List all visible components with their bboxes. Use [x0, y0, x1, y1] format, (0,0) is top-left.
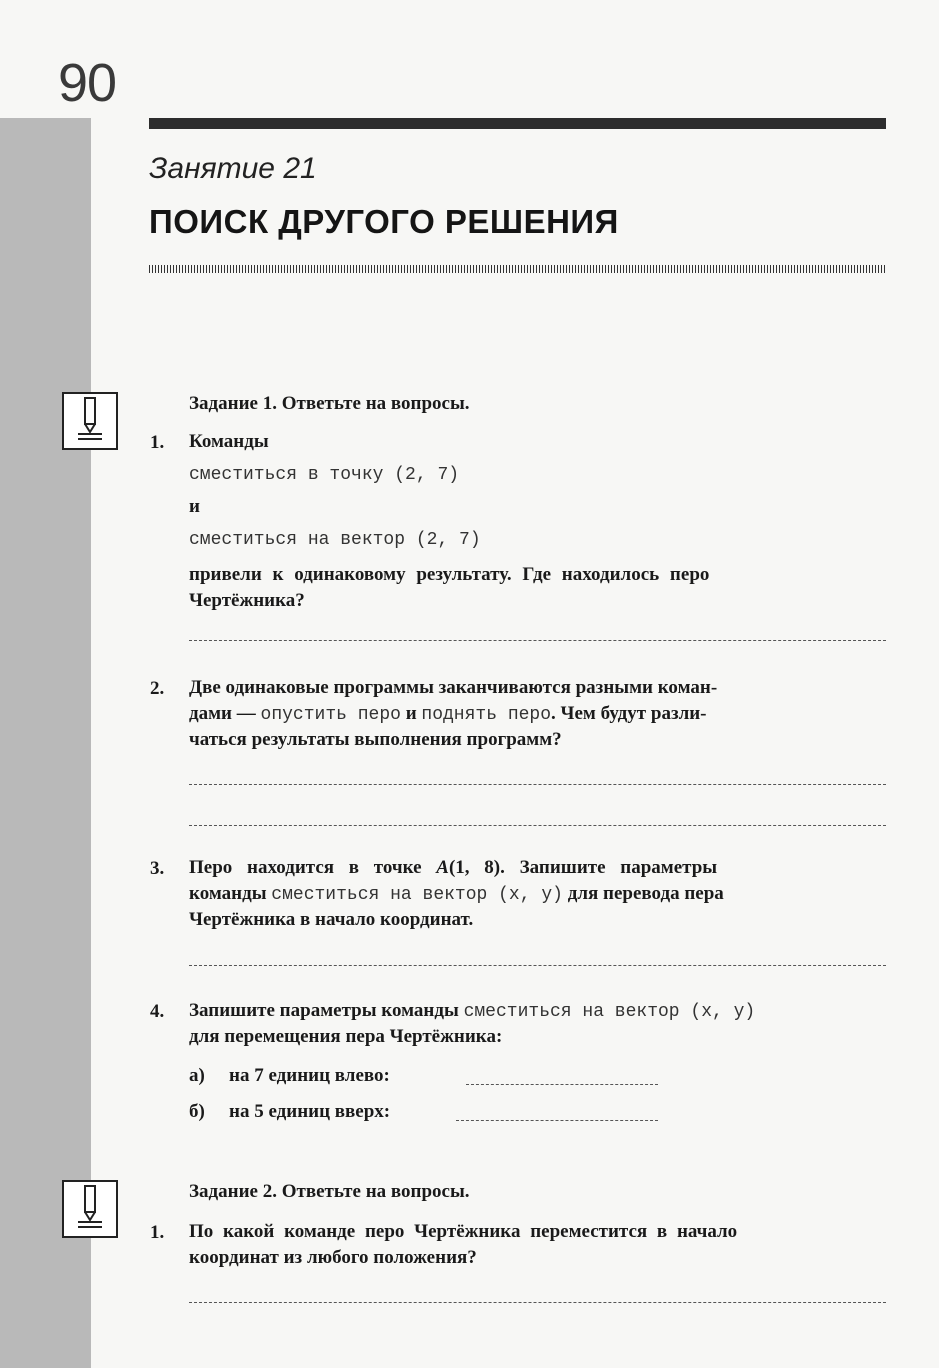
task1-q3-line3: Чертёжника в начало координат.	[189, 909, 474, 930]
answer-line	[189, 825, 886, 826]
task1-q1-number: 1.	[150, 432, 165, 453]
task1-q1-cmd2: сместиться на вектор (2, 7)	[189, 530, 481, 550]
task1-q4-line1-a: Запишите параметры команды	[189, 1000, 464, 1021]
task1-q4-b-text: на 5 единиц вверх:	[229, 1101, 391, 1122]
task2-title: Задание 2.	[189, 1181, 277, 1202]
task1-q3-point: A	[436, 857, 449, 878]
task1-q2-cmd2: поднять перо	[421, 705, 552, 725]
task1-q2-line1: Две одинаковые программы заканчиваются разными коман-	[189, 677, 718, 698]
task2-q1-line2: координат из любого положения?	[189, 1247, 477, 1268]
task2-q1-number: 1.	[150, 1222, 165, 1243]
lesson-title: ПОИСК ДРУГОГО РЕШЕНИЯ	[149, 203, 619, 240]
lesson-label: Занятие 21	[149, 152, 317, 185]
task1-title: Задание 1.	[189, 393, 277, 414]
header-rule	[149, 118, 886, 129]
task1-q1-line5: привели к одинаковому результату. Где находилось перо	[189, 564, 710, 585]
task1-q4-line2: для перемещения пера Чертёжника:	[189, 1026, 503, 1047]
task1-instruction: Ответьте на вопросы.	[281, 393, 470, 414]
task1-q4-b-label: б)	[189, 1101, 205, 1122]
title-underline	[149, 265, 886, 273]
task1-q3-line2	[189, 881, 724, 908]
answer-line	[189, 965, 886, 966]
task1-q4-cmd: сместиться на вектор (x, y)	[463, 1002, 756, 1022]
answer-line	[466, 1084, 658, 1085]
task1-q3-line1	[189, 855, 717, 881]
task2-instruction: Ответьте на вопросы.	[281, 1181, 470, 1202]
task1-q1-cmd1: сместиться в точку (2, 7)	[189, 465, 460, 485]
task1-q2-number: 2.	[150, 678, 165, 699]
task1-q3-line2-b: для перевода пера	[562, 883, 724, 904]
answer-line	[189, 640, 886, 641]
task2-header	[189, 1181, 470, 1203]
answer-line	[456, 1120, 658, 1121]
task1-q3-line2-a: команды	[189, 883, 272, 904]
task1-header	[189, 393, 470, 415]
task1-q4-number: 4.	[150, 1001, 165, 1022]
pencil-task-icon	[62, 392, 118, 450]
task1-q4-b	[189, 1101, 390, 1123]
task1-q2-line3: чаться результаты выполнения программ?	[189, 729, 562, 750]
task1-q3-line1-b: (1, 8). Запишите параметры	[448, 857, 718, 878]
pencil-task-icon	[62, 1180, 118, 1238]
task1-q3-cmd: сместиться на вектор (x, y)	[271, 885, 563, 905]
task1-q2-line2-a: дами —	[189, 703, 261, 724]
page-number: 90	[58, 53, 117, 113]
task1-q1-conj: и	[189, 496, 200, 517]
task2-q1-line1: По какой команде перо Чертёжника переместится в начало	[189, 1221, 738, 1242]
task1-q2-line2-c: . Чем будут разли-	[551, 703, 707, 724]
task1-q4-line1	[189, 998, 755, 1025]
task1-q1-line6: Чертёжника?	[189, 590, 305, 611]
task1-q2-line2	[189, 701, 707, 728]
task1-q3-line1-a: Перо находится в точке	[189, 857, 437, 878]
answer-line	[189, 1302, 886, 1303]
task1-q2-line2-b: и	[400, 703, 422, 724]
task1-q4-a-text: на 7 единиц влево:	[229, 1065, 390, 1086]
task1-q4-a-label: а)	[189, 1065, 205, 1086]
answer-line	[189, 784, 886, 785]
task1-q2-cmd1: опустить перо	[260, 705, 401, 725]
task1-q4-a	[189, 1065, 390, 1087]
task1-q3-number: 3.	[150, 858, 165, 879]
task1-q1-line1: Команды	[189, 431, 269, 452]
